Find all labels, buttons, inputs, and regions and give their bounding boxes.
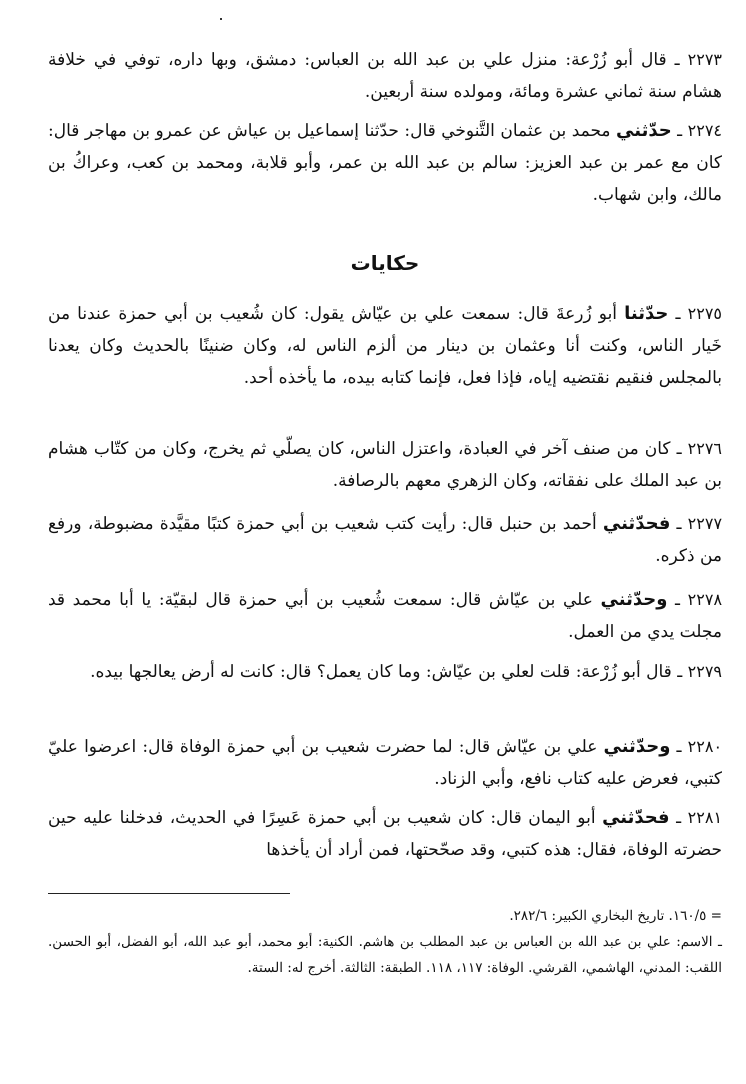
entry-number: ٢٢٧٥ — [687, 304, 723, 323]
footnote-line: ـ الاسم: علي بن عبد الله بن العباس بن عبد المطلب بن هاشم. الكنية: أبو محمد، أبو عبد الله، أبو الفضل، أبو الحسن. اللقب: المدني، الهاشمي، القرشي. الوفاة: ١١٧، ١١٨. الطبقة: الثالثة. أخرج له: الستة. — [48, 934, 722, 976]
entry-separator: ـ — [675, 304, 681, 324]
paragraph-2275 — [48, 298, 722, 394]
entry-separator: ـ — [677, 121, 683, 141]
entry-text: أبو اليمان قال: كان شعيب بن أبي حمزة عَسِرًا في الحديث، فدخلنا عليه حين حضرته الوفاة، فقال: هذه كتبي، وقد صحّحتها، فمن أراد أن يأخذها — [48, 808, 722, 860]
paragraph-2278 — [48, 584, 722, 648]
paragraph-2280 — [48, 731, 722, 795]
entry-number: ٢٢٧٧ — [687, 514, 723, 533]
entry-keyword: وحدّثني — [600, 589, 668, 610]
entry-number: ٢٢٧٦ — [687, 439, 723, 458]
entry-text: قال أبو زُرْعة: قلت لعلي بن عيّاش: وما كان يعمل؟ قال: كانت له أرض يعالجها بيده. — [90, 662, 672, 682]
entry-separator: ـ — [676, 737, 682, 757]
entry-separator: ـ — [676, 439, 682, 459]
entry-keyword: حدّثني — [616, 120, 672, 141]
entry-separator: ـ — [675, 590, 681, 610]
entry-separator: ـ — [674, 50, 680, 70]
paragraph-2273 — [48, 44, 722, 108]
entry-text: أبو زُرعةَ قال: سمعت علي بن عيّاش يقول: كان شُعيب بن أبي حمزة عندنا من خَيار الناس، وكنت أنا وعثمان بن دينار من ألزم الناس له، وكان ضنينًا بالحديث وكان يعدنا بالمجلس فنقيم نقتضيه إياه، فإذا فعل، فإنما كتابه بيده، ما يأخذه أحد. — [48, 304, 722, 388]
paragraph-2276 — [48, 433, 722, 497]
entry-text: علي بن عيّاش قال: سمعت شُعيب بن أبي حمزة قال لبقيّة: يا أبا محمد قد مجلت يدي من العمل. — [48, 590, 722, 642]
entry-keyword: فحدّثني — [602, 807, 670, 828]
footnote-line: = ١٦٠/٥. تاريخ البخاري الكبير: ٢٨٢/٦. — [509, 908, 722, 924]
entry-keyword: فحدّثني — [602, 513, 671, 534]
scan-speck — [220, 18, 222, 20]
paragraph-2281 — [48, 802, 722, 866]
entry-number: ٢٢٧٨ — [687, 590, 723, 609]
entry-separator: ـ — [676, 514, 682, 534]
paragraph-2274 — [48, 115, 722, 211]
entry-text: علي بن عيّاش قال: لما حضرت شعيب بن أبي حمزة الوفاة قال: اعرضوا عليّ كتبي، فعرض عليه كتاب نافع، وأبي الزناد. — [48, 737, 722, 789]
entry-number: ٢٢٨٠ — [687, 737, 723, 756]
book-page — [48, 0, 722, 1084]
entry-text: كان من صنف آخر في العبادة، واعتزل الناس، كان يصلّي ثم يخرج، وكان من كتّاب هشام بن عبد الملك على نفقاته، وكان الزهري معهم بالرصافة. — [48, 439, 722, 491]
entry-text: قال أبو زُرْعة: منزل علي بن عبد الله بن العباس: دمشق، وبها داره، توفي في خلافة هشام سنة ثماني عشرة ومائة، ومولده سنة أربعين. — [48, 50, 722, 102]
entry-keyword: وحدّثني — [603, 736, 671, 757]
footnote-divider — [48, 893, 290, 894]
paragraph-2277 — [48, 508, 722, 572]
paragraph-2279 — [48, 656, 722, 688]
entry-separator: ـ — [676, 808, 682, 828]
section-heading: حكايات — [350, 251, 420, 275]
entry-text: أحمد بن حنبل قال: رأيت كتب شعيب بن أبي حمزة كتبًا مقيَّدة مضبوطة، ورفع من ذكره. — [48, 514, 722, 566]
entry-number: ٢٢٨١ — [687, 808, 723, 827]
entry-number: ٢٢٧٩ — [687, 662, 722, 681]
entry-keyword: حدّثنا — [624, 303, 669, 324]
entry-separator: ـ — [677, 662, 683, 682]
entry-number: ٢٢٧٣ — [687, 50, 722, 69]
footnotes — [48, 903, 722, 981]
entry-number: ٢٢٧٤ — [687, 121, 722, 140]
entry-text: محمد بن عثمان التَّنوخي قال: حدّثنا إسماعيل بن عياش عن عمرو بن مهاجر قال: كان مع عمر بن عبد العزيز: سالم بن عبد الله بن عمر، وأبو قلابة، ومحمد بن كعب، وعراكُ بن مالك، وابن شهاب. — [48, 121, 722, 205]
